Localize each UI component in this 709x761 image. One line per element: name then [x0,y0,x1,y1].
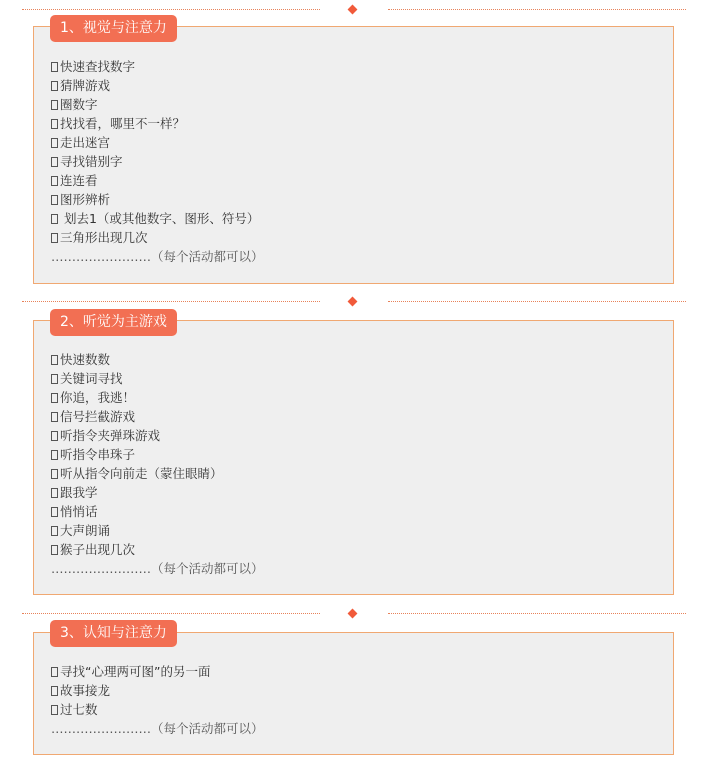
list-item: 圈数字 [51,95,264,114]
list-item: 寻找错别字 [51,152,264,171]
checkbox-icon [51,62,58,72]
more-note: ……………………（每个活动都可以） [51,721,264,736]
list-item: 划去1（或其他数字、图形、符号） [51,209,264,228]
section-divider [22,296,686,308]
section-divider [22,608,686,620]
checkbox-icon [51,176,58,186]
list-item: 走出迷宫 [51,133,264,152]
list-item: 你追，我逃！ [51,388,264,407]
checkbox-icon [51,450,58,460]
list-item: 听指令夹弹珠游戏 [51,426,264,445]
checkbox-icon [51,667,58,677]
list-item: 信号拦截游戏 [51,407,264,426]
list-item: 过七数 [51,700,264,719]
diamond-icon [348,297,358,307]
checkbox-icon [51,214,58,224]
checkbox-icon [51,526,58,536]
checkbox-icon [51,374,58,384]
activity-list-cognitive [51,662,264,738]
list-item: 关键词寻找 [51,369,264,388]
checkbox-icon [51,157,58,167]
checkbox-icon [51,393,58,403]
list-item: 寻找“心理两可图”的另一面 [51,662,264,681]
activity-list-auditory [51,350,264,578]
list-item: 悄悄话 [51,502,264,521]
activity-list-visual [51,57,264,266]
checkbox-icon [51,545,58,555]
checkbox-icon [51,412,58,422]
list-item: 大声朗诵 [51,521,264,540]
list-item: 猜牌游戏 [51,76,264,95]
checkbox-icon [51,119,58,129]
list-item: 图形辨析 [51,190,264,209]
checkbox-icon [51,431,58,441]
checkbox-icon [51,507,58,517]
diamond-icon [348,609,358,619]
list-item: 听从指令向前走（蒙住眼睛） [51,464,264,483]
checkbox-icon [51,81,58,91]
list-item: 猴子出现几次 [51,540,264,559]
checkbox-icon [51,100,58,110]
more-note: ……………………（每个活动都可以） [51,249,264,264]
list-item: 三角形出现几次 [51,228,264,247]
checkbox-icon [51,233,58,243]
section-title-auditory: 2、听觉为主游戏 [50,309,177,336]
list-item: 快速查找数字 [51,57,264,76]
list-item: 找找看，哪里不一样？ [51,114,264,133]
checkbox-icon [51,195,58,205]
list-item: 连连看 [51,171,264,190]
section-title-cognitive: 3、认知与注意力 [50,620,177,647]
list-item: 听指令串珠子 [51,445,264,464]
checkbox-icon [51,705,58,715]
checkbox-icon [51,488,58,498]
list-item: 跟我学 [51,483,264,502]
list-item: 故事接龙 [51,681,264,700]
more-note: ……………………（每个活动都可以） [51,561,264,576]
checkbox-icon [51,355,58,365]
checkbox-icon [51,469,58,479]
list-item: 快速数数 [51,350,264,369]
diamond-icon [348,5,358,15]
checkbox-icon [51,686,58,696]
section-title-visual: 1、视觉与注意力 [50,15,177,42]
checkbox-icon [51,138,58,148]
